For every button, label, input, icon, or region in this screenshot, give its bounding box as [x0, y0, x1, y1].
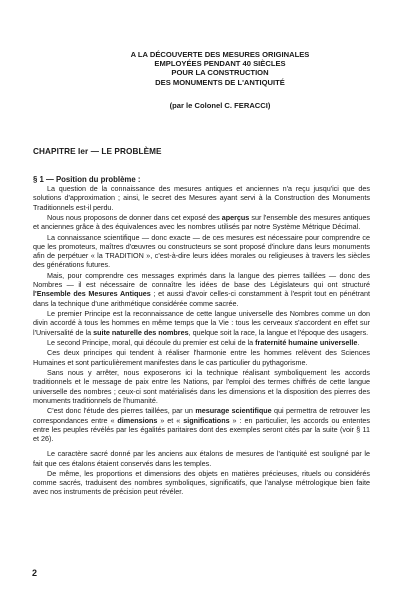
- paragraph: Sans nous y arrêter, nous exposerons ici la technique réalisant symboliquement les accords traditionnels et le message de paix entre les Nations, par l'emploi des termes chiffrés de cette langue universelle des nombres ; ceux-ci sont matérialisés dans les dimensions et la disposition des pierres des monuments traditionnels de l'humanité.: [33, 368, 370, 405]
- paragraph: Le premier Principe est la reconnaissance de cette langue universelle des Nombres comme un don divin accordé à tous les hommes en même temps que la Vie : tous les cerveaux s'accordent en effet sur l'Universalité de la suite naturelle des nombres, quelque soit la race, la langue et l'époque des usagers.: [33, 309, 370, 337]
- title-line: A LA DÉCOUVERTE DES MESURES ORIGINALES: [130, 50, 310, 59]
- title-line: DES MONUMENTS DE L'ANTIQUITÉ: [155, 77, 285, 87]
- chapter-heading: CHAPITRE Ier — LE PROBLÈME: [33, 147, 162, 156]
- paragraph: Ces deux principes qui tendent à réaliser l'harmonie entre les hommes relèvent des Sciences Humaines et sont particulièrement manifestes dans le cas particulier du pythagorisme.: [33, 348, 370, 367]
- author-line: (par le Colonel C. FERACCI): [169, 101, 271, 110]
- paragraph: La question de la connaissance des mesures antiques et anciennes n'a reçu jusqu'ici que des solutions d'approximation ; ainsi, le secret des Mesures ayant servi à la Construction des Monuments Traditionnels est-il perdu.: [33, 184, 370, 212]
- paragraph: C'est donc l'étude des pierres taillées, par un mesurage scientifique qui permettra de retrouver les correspondances entre « dimensions » et « significations » : en particulier, les accords ou ententes entre les peuples révélés par les égalités paritaires dont des exemples seront cités par la suite (voir § 11 et 26).: [33, 406, 370, 443]
- title-line: POUR LA CONSTRUCTION: [171, 68, 269, 78]
- title-line: EMPLOYÉES PENDANT 40 SIÈCLES: [154, 59, 286, 69]
- paragraph: De même, les proportions et dimensions des objets en matières précieuses, rituels ou considérés comme sacrés, traduisent des nombres symboliques, significatifs, que l'analyse métrologique bien faite avec nos instruments de précision peut révéler.: [33, 468, 370, 497]
- section-heading: § 1 — Position du problème :: [33, 175, 141, 184]
- paragraph: Nous nous proposons de donner dans cet exposé des aperçus sur l'ensemble des mesures antiques et anciennes grâce à des équivalences avec les nombres utilisés par notre Système Métrique Décimal.: [33, 212, 370, 232]
- paragraph: Le caractère sacré donné par les anciens aux étalons de mesures de l'antiquité est souligné par le fait que ces étalons étaient conservés dans les temples.: [33, 449, 370, 468]
- paragraph: La connaissance scientifique — donc exacte — de ces mesures est nécessaire pour comprendre ce que les promoteurs, maîtres d'œuvres ou constructeurs se sont proposé d'inclure dans leurs monuments afin de perpétuer « la TRADITION », c'est-à-dire leurs idées morales ou religieuses à travers les siècles des générations futures.: [33, 232, 370, 270]
- page-number: 2: [32, 568, 38, 578]
- document-title: [80, 50, 360, 87]
- paragraph: Le second Principe, moral, qui découle du premier est celui de la fraternité humaine universelle.: [47, 337, 360, 347]
- paragraph: Mais, pour comprendre ces messages exprimés dans la langue des pierres taillées — donc des Nombres — il est nécessaire de connaître les idées de base des Législateurs qui ont structuré l'Ensemble des Mesures Antiques ; et aussi d'avoir celles-ci constamment à l'esprit tout en pénétrant dans la technique d'une arithmétique considérée comme sacrée.: [33, 270, 370, 308]
- body-text: [33, 184, 370, 498]
